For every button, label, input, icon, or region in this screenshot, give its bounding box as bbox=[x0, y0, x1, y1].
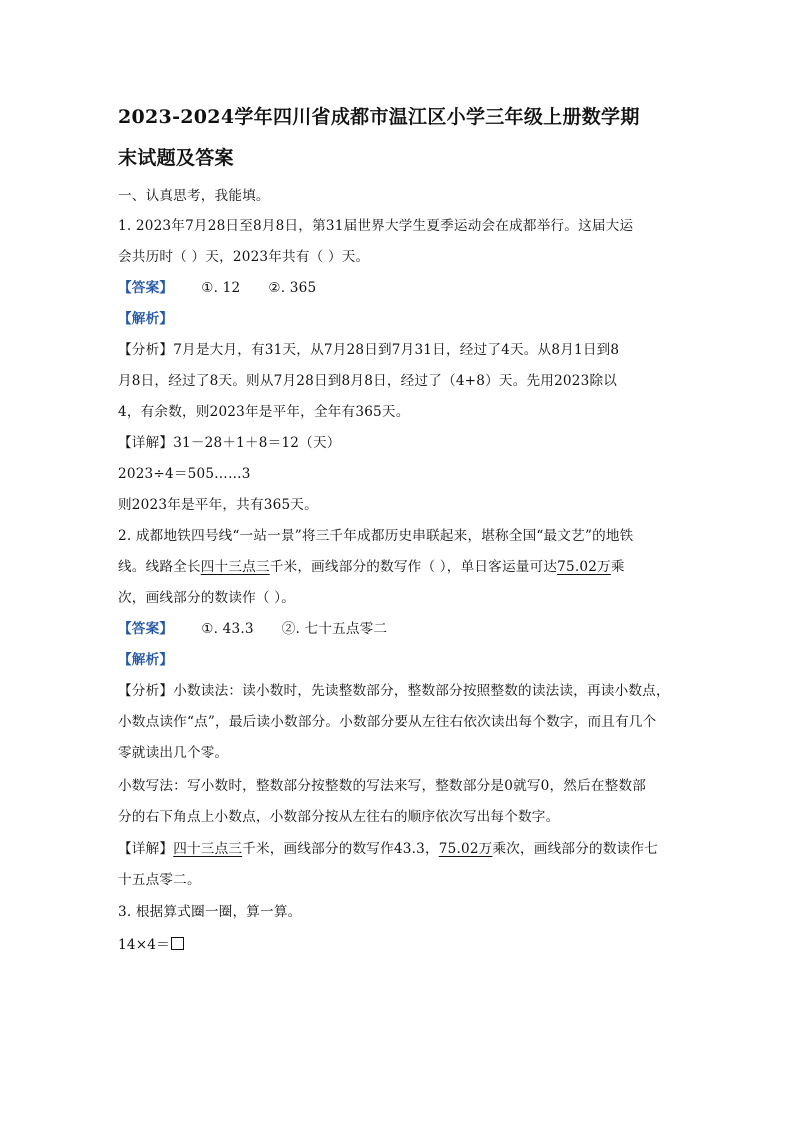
q1-detail-line3: 则2023年是平年，共有365天。 bbox=[118, 497, 318, 513]
q1-analysis-tag bbox=[118, 313, 173, 327]
q2-detail-line2: 十五点零二。 bbox=[118, 872, 201, 888]
document-title-line1: 2023-2024学年四川省成都市温江区小学三年级上册数学期 bbox=[118, 106, 640, 128]
q3-equation-text: 14×4＝ bbox=[118, 937, 170, 953]
q2-fenxi-line2: 小数点读作“点”，最后读小数部分。小数部分要从左往右依次读出每个数字，而且有几个 bbox=[118, 714, 657, 730]
q1-answer-row bbox=[118, 282, 316, 296]
q2-underlined-ridership: 75.02万 bbox=[557, 559, 611, 575]
q1-fenxi-line1 bbox=[118, 344, 619, 358]
q1-detail-text1: 31－28＋1＋8＝12（天） bbox=[173, 435, 341, 451]
q2-answer-1: ①. 43.3 bbox=[201, 621, 254, 637]
q2-underlined-distance: 四十三点三 bbox=[200, 559, 270, 575]
q2-answer-row bbox=[118, 623, 387, 637]
q1-fenxi-line2: 月8日，经过了8天。则从7月28日到8月8日，经过了（4+8）天。先用2023除以 bbox=[118, 373, 618, 389]
q2-write-line1: 小数写法：写小数时，整数部分按整数的写法来写，整数部分是0就写0，然后在整数部 bbox=[118, 778, 647, 794]
q2-detail-underlined-1: 四十三点三 bbox=[173, 841, 243, 857]
q2-write-line2: 分的右下角点上小数点，小数部分按从左往右的顺序依次写出每个数字。 bbox=[118, 809, 560, 825]
answer-tag: 【答案】 bbox=[118, 280, 174, 296]
q2-text-line3: 次，画线部分的数读作（ ）。 bbox=[118, 590, 296, 606]
q1-fenxi-line3: 4，有余数，则2023年是平年，全年有365天。 bbox=[118, 404, 410, 420]
q1-fenxi-text1: 7月是大月，有31天，从7月28日到7月31日，经过了4天。从8月1日到8 bbox=[173, 342, 620, 358]
q2-line2-part1: 线。线路全长 bbox=[118, 559, 201, 575]
document-title-line2: 末试题及答案 bbox=[118, 147, 234, 169]
q3-equation bbox=[118, 937, 184, 953]
fenxi-tag: 【分析】 bbox=[118, 342, 174, 358]
q2-text-line2 bbox=[118, 561, 625, 575]
detail-tag: 【详解】 bbox=[118, 841, 174, 857]
q2-detail-line1 bbox=[118, 843, 658, 857]
q1-text-line2: 会共历时（ ）天，2023年共有（ ）天。 bbox=[118, 249, 370, 265]
q2-fenxi-line1 bbox=[118, 685, 670, 699]
q2-detail-part1: 千米，画线部分的数写作43.3， bbox=[242, 841, 439, 857]
q3-text-line1: 3. 根据算式圈一圈，算一算。 bbox=[118, 904, 302, 920]
q1-text-line1: 1. 2023年7月28日至8月8日，第31届世界大学生夏季运动会在成都举行。这届大运 bbox=[118, 218, 634, 234]
q1-detail-line1 bbox=[118, 437, 341, 451]
answer-tag: 【答案】 bbox=[118, 621, 174, 637]
answer-box-icon bbox=[171, 937, 184, 950]
q1-answer-2: ②. 365 bbox=[268, 280, 317, 296]
q2-fenxi-text1: 小数读法：读小数时，先读整数部分，整数部分按照整数的读法读，再读小数点， bbox=[173, 683, 670, 699]
q2-detail-underlined-2: 75.02万 bbox=[438, 841, 493, 857]
analysis-tag: 【解析】 bbox=[118, 652, 174, 668]
q2-text-line1: 2. 成都地铁四号线“一站一景”将三千年成都历史串联起来，堪称全国“最文艺”的地铁 bbox=[118, 528, 634, 544]
fenxi-tag: 【分析】 bbox=[118, 683, 174, 699]
q2-fenxi-line3: 零就读出几个零。 bbox=[118, 745, 229, 761]
q1-answer-1: ①. 12 bbox=[201, 280, 241, 296]
q1-detail-line2: 2023÷4＝505……3 bbox=[118, 466, 251, 482]
q2-line2-part3: 乘 bbox=[610, 559, 625, 575]
q2-answer-2: ②. 七十五点零二 bbox=[281, 621, 388, 637]
detail-tag: 【详解】 bbox=[118, 435, 174, 451]
q2-line2-part2: 千米，画线部分的数写作（ ），单日客运量可达 bbox=[269, 559, 558, 575]
q2-analysis-tag bbox=[118, 654, 173, 668]
q2-detail-part2: 乘次，画线部分的数读作七 bbox=[492, 841, 658, 857]
section-heading: 一、认真思考，我能填。 bbox=[118, 188, 270, 204]
analysis-tag: 【解析】 bbox=[118, 311, 174, 327]
